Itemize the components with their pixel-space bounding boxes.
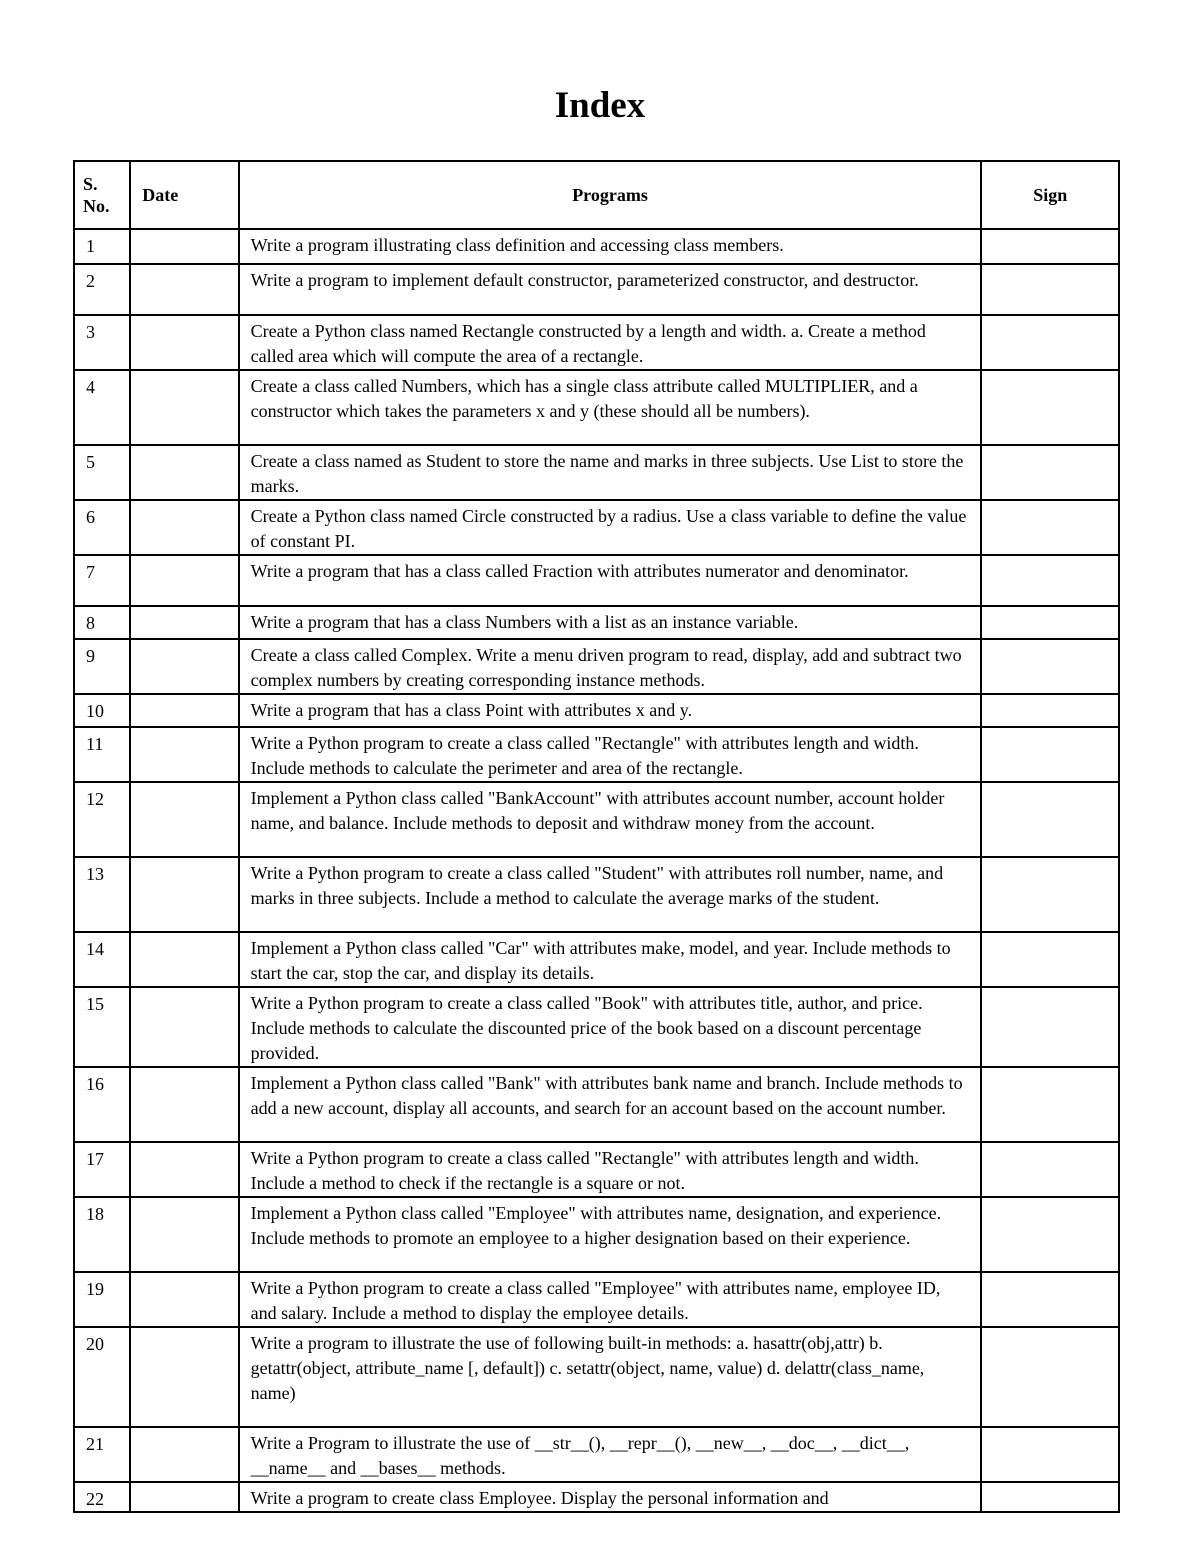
row-program: Write a program illustrating class definition and accessing class members. xyxy=(239,229,982,264)
header-date: Date xyxy=(130,161,238,229)
row-sign-cell xyxy=(981,315,1119,370)
row-sign-cell xyxy=(981,264,1119,315)
row-sign-cell xyxy=(981,987,1119,1067)
row-sno: 19 xyxy=(74,1272,130,1327)
row-sno: 3 xyxy=(74,315,130,370)
table-row xyxy=(74,694,1119,727)
row-sno: 22 xyxy=(74,1482,130,1512)
row-date-cell xyxy=(130,932,238,987)
row-sno: 15 xyxy=(74,987,130,1067)
row-sno: 5 xyxy=(74,445,130,500)
row-date-cell xyxy=(130,694,238,727)
row-program: Write a Python program to create a class called "Employee" with attributes name, employee ID, and salary. Include a method to display the employee details. xyxy=(239,1272,982,1327)
row-sno: 20 xyxy=(74,1327,130,1427)
table-row xyxy=(74,315,1119,370)
row-sign-cell xyxy=(981,555,1119,606)
row-date-cell xyxy=(130,500,238,555)
row-program: Write a Python program to create a class called "Book" with attributes title, author, and price. Include methods to calculate the discounted price of the book based on a discount percentage provided. xyxy=(239,987,982,1067)
row-date-cell xyxy=(130,857,238,932)
row-date-cell xyxy=(130,264,238,315)
table-row xyxy=(74,500,1119,555)
row-program: Create a Python class named Circle constructed by a radius. Use a class variable to define the value of constant PI. xyxy=(239,500,982,555)
row-date-cell xyxy=(130,727,238,782)
table-row xyxy=(74,1427,1119,1482)
row-date-cell xyxy=(130,1272,238,1327)
row-program: Write a Python program to create a class called "Rectangle" with attributes length and width. Include a method to check if the rectangle is a square or not. xyxy=(239,1142,982,1197)
table-row xyxy=(74,987,1119,1067)
row-program: Implement a Python class called "Employee" with attributes name, designation, and experience. Include methods to promote an employee to a higher designation based on their experience. xyxy=(239,1197,982,1272)
row-sign-cell xyxy=(981,1482,1119,1512)
row-date-cell xyxy=(130,1327,238,1427)
row-sno: 18 xyxy=(74,1197,130,1272)
header-sno: S. No. xyxy=(74,161,130,229)
table-row xyxy=(74,229,1119,264)
row-program: Write a program to implement default constructor, parameterized constructor, and destructor. xyxy=(239,264,982,315)
row-date-cell xyxy=(130,315,238,370)
row-date-cell xyxy=(130,229,238,264)
row-program: Create a class called Numbers, which has a single class attribute called MULTIPLIER, and a constructor which takes the parameters x and y (these should all be numbers). xyxy=(239,370,982,445)
row-sign-cell xyxy=(981,445,1119,500)
table-row xyxy=(74,1272,1119,1327)
row-sign-cell xyxy=(981,782,1119,857)
row-sign-cell xyxy=(981,1427,1119,1482)
row-sign-cell xyxy=(981,1197,1119,1272)
row-sign-cell xyxy=(981,1327,1119,1427)
table-row xyxy=(74,606,1119,639)
row-sno: 2 xyxy=(74,264,130,315)
row-date-cell xyxy=(130,1142,238,1197)
table-row xyxy=(74,932,1119,987)
row-date-cell xyxy=(130,1067,238,1142)
header-sign: Sign xyxy=(981,161,1119,229)
row-sno: 17 xyxy=(74,1142,130,1197)
row-sno: 4 xyxy=(74,370,130,445)
table-row xyxy=(74,1327,1119,1427)
row-sno: 21 xyxy=(74,1427,130,1482)
row-sno: 8 xyxy=(74,606,130,639)
row-program: Write a Python program to create a class called "Student" with attributes roll number, name, and marks in three subjects. Include a method to calculate the average marks of the student. xyxy=(239,857,982,932)
table-row xyxy=(74,1482,1119,1512)
row-sno: 13 xyxy=(74,857,130,932)
row-sign-cell xyxy=(981,1142,1119,1197)
row-sno: 1 xyxy=(74,229,130,264)
row-sign-cell xyxy=(981,694,1119,727)
row-sno: 6 xyxy=(74,500,130,555)
row-program: Write a Python program to create a class called "Rectangle" with attributes length and width. Include methods to calculate the perimeter and area of the rectangle. xyxy=(239,727,982,782)
row-sign-cell xyxy=(981,1067,1119,1142)
row-sign-cell xyxy=(981,1272,1119,1327)
row-program: Write a program to illustrate the use of following built-in methods: a. hasattr(obj,attr) b. getattr(object, attribute_name [, default]) c. setattr(object, name, value) d. delattr(class_name, name) xyxy=(239,1327,982,1427)
row-program: Create a Python class named Rectangle constructed by a length and width. a. Create a method called area which will compute the area of a rectangle. xyxy=(239,315,982,370)
row-program: Write a program that has a class Numbers with a list as an instance variable. xyxy=(239,606,982,639)
row-sign-cell xyxy=(981,229,1119,264)
row-program: Create a class called Complex. Write a menu driven program to read, display, add and subtract two complex numbers by creating corresponding instance methods. xyxy=(239,639,982,694)
row-program: Write a Program to illustrate the use of __str__(), __repr__(), __new__, __doc__, __dict__, __name__ and __bases__ methods. xyxy=(239,1427,982,1482)
table-row xyxy=(74,370,1119,445)
table-row xyxy=(74,727,1119,782)
table-row xyxy=(74,445,1119,500)
page-title: Index xyxy=(554,85,646,126)
table-row xyxy=(74,1142,1119,1197)
row-sno: 7 xyxy=(74,555,130,606)
row-date-cell xyxy=(130,987,238,1067)
row-program: Implement a Python class called "Bank" with attributes bank name and branch. Include methods to add a new account, display all accounts, and search for an account based on the account number. xyxy=(239,1067,982,1142)
table-row xyxy=(74,555,1119,606)
row-date-cell xyxy=(130,639,238,694)
row-date-cell xyxy=(130,1427,238,1482)
table-row xyxy=(74,639,1119,694)
row-date-cell xyxy=(130,782,238,857)
row-sno: 9 xyxy=(74,639,130,694)
row-date-cell xyxy=(130,606,238,639)
row-sno: 11 xyxy=(74,727,130,782)
table-row xyxy=(74,782,1119,857)
row-sign-cell xyxy=(981,639,1119,694)
row-sign-cell xyxy=(981,500,1119,555)
row-sno: 14 xyxy=(74,932,130,987)
row-sign-cell xyxy=(981,727,1119,782)
index-table xyxy=(73,160,1120,1513)
row-sign-cell xyxy=(981,370,1119,445)
row-program: Implement a Python class called "Car" with attributes make, model, and year. Include methods to start the car, stop the car, and display its details. xyxy=(239,932,982,987)
row-date-cell xyxy=(130,445,238,500)
row-date-cell xyxy=(130,555,238,606)
row-sign-cell xyxy=(981,606,1119,639)
row-sign-cell xyxy=(981,857,1119,932)
row-date-cell xyxy=(130,1197,238,1272)
row-sno: 12 xyxy=(74,782,130,857)
row-sign-cell xyxy=(981,932,1119,987)
table-row xyxy=(74,857,1119,932)
row-date-cell xyxy=(130,1482,238,1512)
table-row xyxy=(74,264,1119,315)
row-date-cell xyxy=(130,370,238,445)
row-program: Write a program to create class Employee. Display the personal information and xyxy=(239,1482,982,1512)
row-program: Write a program that has a class Point with attributes x and y. xyxy=(239,694,982,727)
row-program: Write a program that has a class called Fraction with attributes numerator and denominator. xyxy=(239,555,982,606)
row-sno: 16 xyxy=(74,1067,130,1142)
table-row xyxy=(74,1197,1119,1272)
table-header-row xyxy=(74,161,1119,229)
header-programs: Programs xyxy=(239,161,982,229)
row-program: Implement a Python class called "BankAccount" with attributes account number, account holder name, and balance. Include methods to deposit and withdraw money from the account. xyxy=(239,782,982,857)
row-sno: 10 xyxy=(74,694,130,727)
table-row xyxy=(74,1067,1119,1142)
row-program: Create a class named as Student to store the name and marks in three subjects. Use List to store the marks. xyxy=(239,445,982,500)
